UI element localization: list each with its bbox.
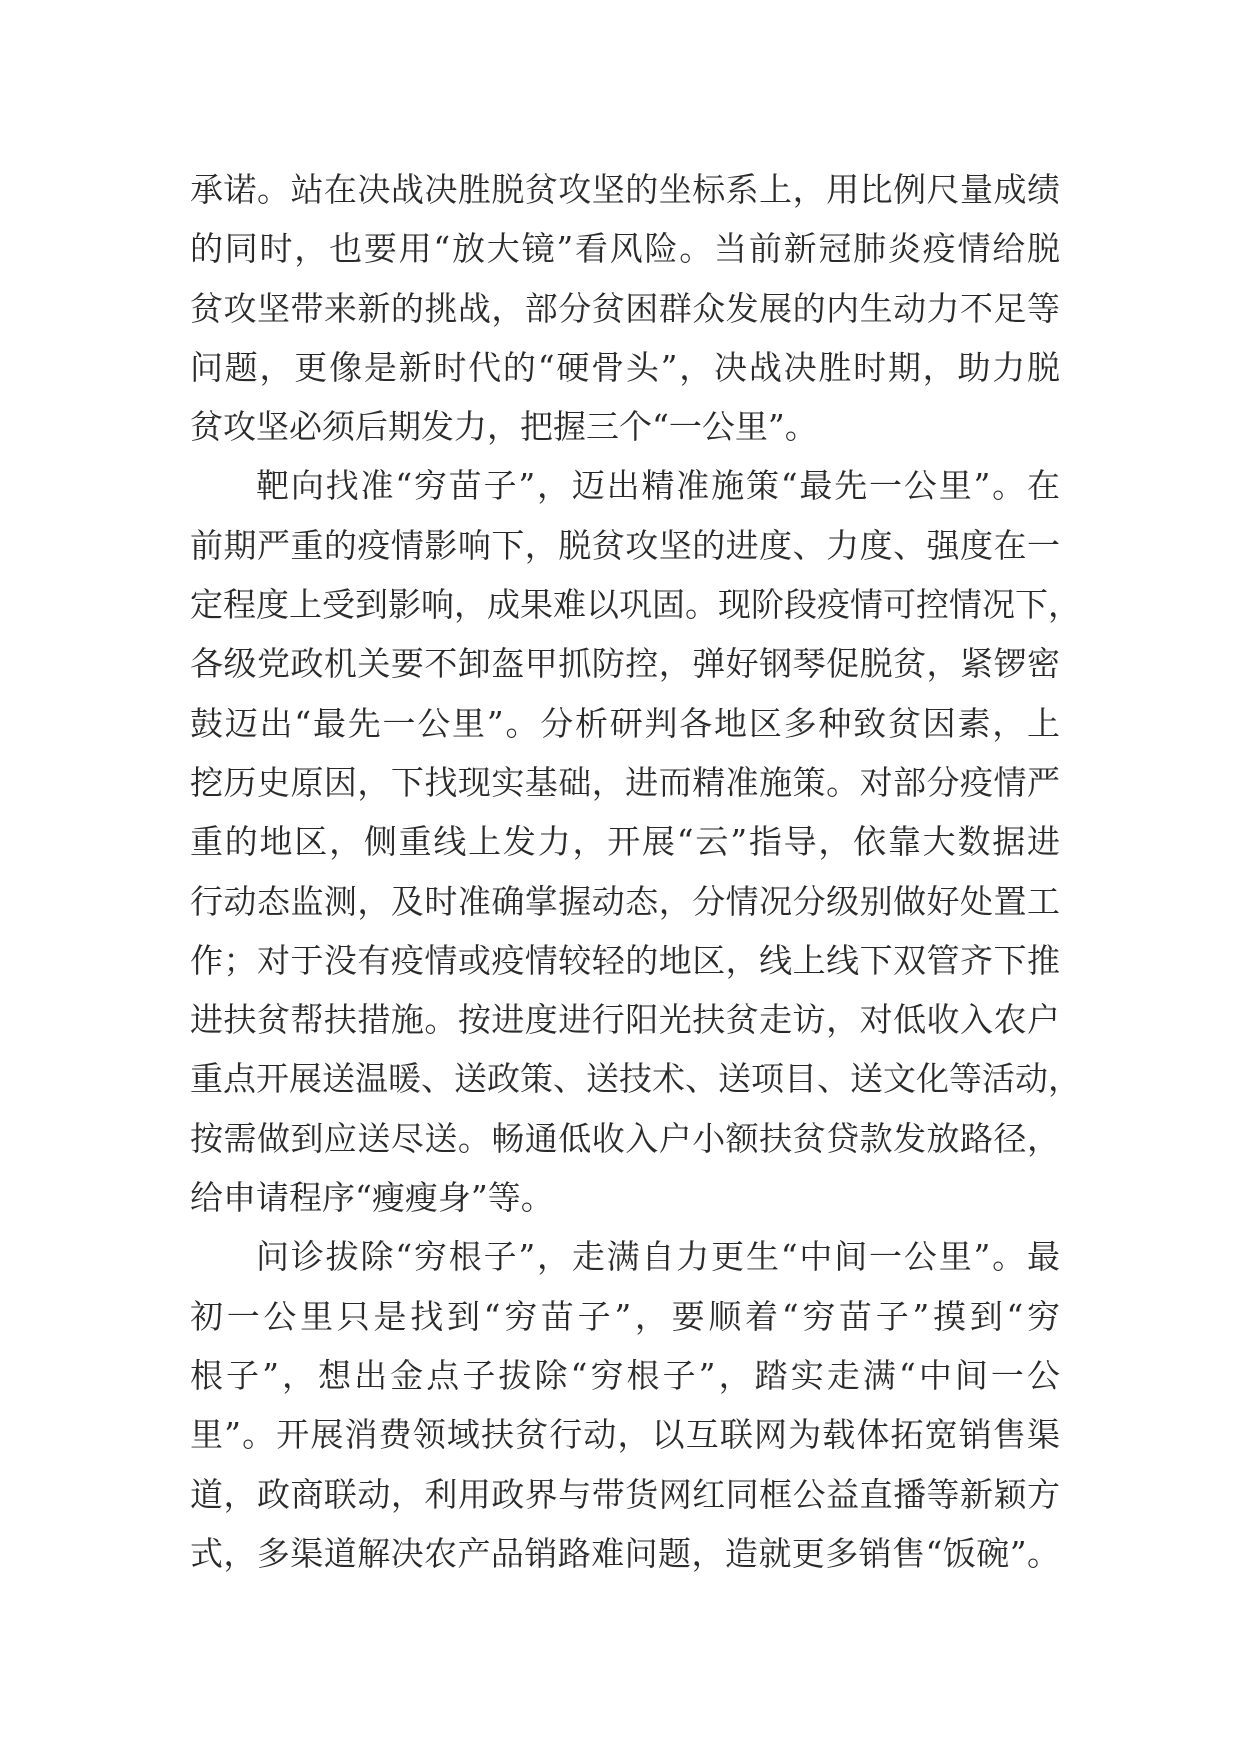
- text-line: 进扶贫帮扶措施。按进度进行阳光扶贫走访，对低收入农户: [190, 1000, 1060, 1040]
- text-line: 重的地区，侧重线上发力，开展“云”指导，依靠大数据进: [190, 822, 1060, 862]
- text-line: 里”。开展消费领域扶贫行动，以互联网为载体拓宽销售渠: [190, 1415, 1060, 1455]
- paragraph-1: [190, 160, 1060, 456]
- text-line: 定程度上受到影响，成果难以巩固。现阶段疫情可控情况下，: [190, 585, 1081, 625]
- text-line: 作；对于没有疫情或疫情较轻的地区，线上线下双管齐下推: [190, 940, 1060, 980]
- paragraph-2: [190, 456, 1081, 1227]
- text-line: 行动态监测，及时准确掌握动态，分情况分级别做好处置工: [190, 881, 1060, 921]
- text-line: 承诺。站在决战决胜脱贫攻坚的坐标系上，用比例尺量成绩: [190, 170, 1060, 209]
- text-line: 道，政商联动，利用政界与带货网红同框公益直播等新颖方: [190, 1474, 1060, 1514]
- text-line: 式，多渠道解决农产品销路难问题，造就更多销售“饭碗”。: [190, 1533, 1060, 1573]
- text-line: 重点开展送温暖、送政策、送技术、送项目、送文化等活动，: [190, 1059, 1081, 1099]
- text-line: 问诊拔除“穷根子”，走满自力更生“中间一公里”。最: [256, 1237, 1060, 1277]
- paragraph-3: [190, 1227, 1060, 1583]
- text-line: 贫攻坚必须后期发力，把握三个“一公里”。: [190, 407, 818, 447]
- text-line: 挖历史原因，下找现实基础，进而精准施策。对部分疫情严: [190, 762, 1060, 802]
- text-line: 贫攻坚带来新的挑战，部分贫困群众发展的内生动力不足等: [190, 288, 1060, 328]
- text-line: 给申请程序“瘦瘦身”等。: [190, 1178, 554, 1218]
- document-body: [190, 160, 1081, 1583]
- text-line: 靶向找准“穷苗子”，迈出精准施策“最先一公里”。在: [256, 466, 1060, 506]
- text-line: 问题，更像是新时代的“硬骨头”，决战决胜时期，助力脱: [190, 347, 1060, 387]
- text-line: 前期严重的疫情影响下，脱贫攻坚的进度、力度、强度在一: [190, 525, 1060, 565]
- text-line: 鼓迈出“最先一公里”。分析研判各地区多种致贫因素，上: [190, 703, 1060, 743]
- text-line: 的同时，也要用“放大镜”看风险。当前新冠肺炎疫情给脱: [190, 229, 1060, 269]
- text-line: 按需做到应送尽送。畅通低收入户小额扶贫贷款发放路径，: [190, 1118, 1060, 1158]
- text-line: 各级党政机关要不卸盔甲抓防控，弹好钢琴促脱贫，紧锣密: [190, 644, 1060, 684]
- text-line: 根子”，想出金点子拔除“穷根子”，踏实走满“中间一公: [190, 1355, 1060, 1395]
- text-line: 初一公里只是找到“穷苗子”，要顺着“穷苗子”摸到“穷: [190, 1296, 1060, 1336]
